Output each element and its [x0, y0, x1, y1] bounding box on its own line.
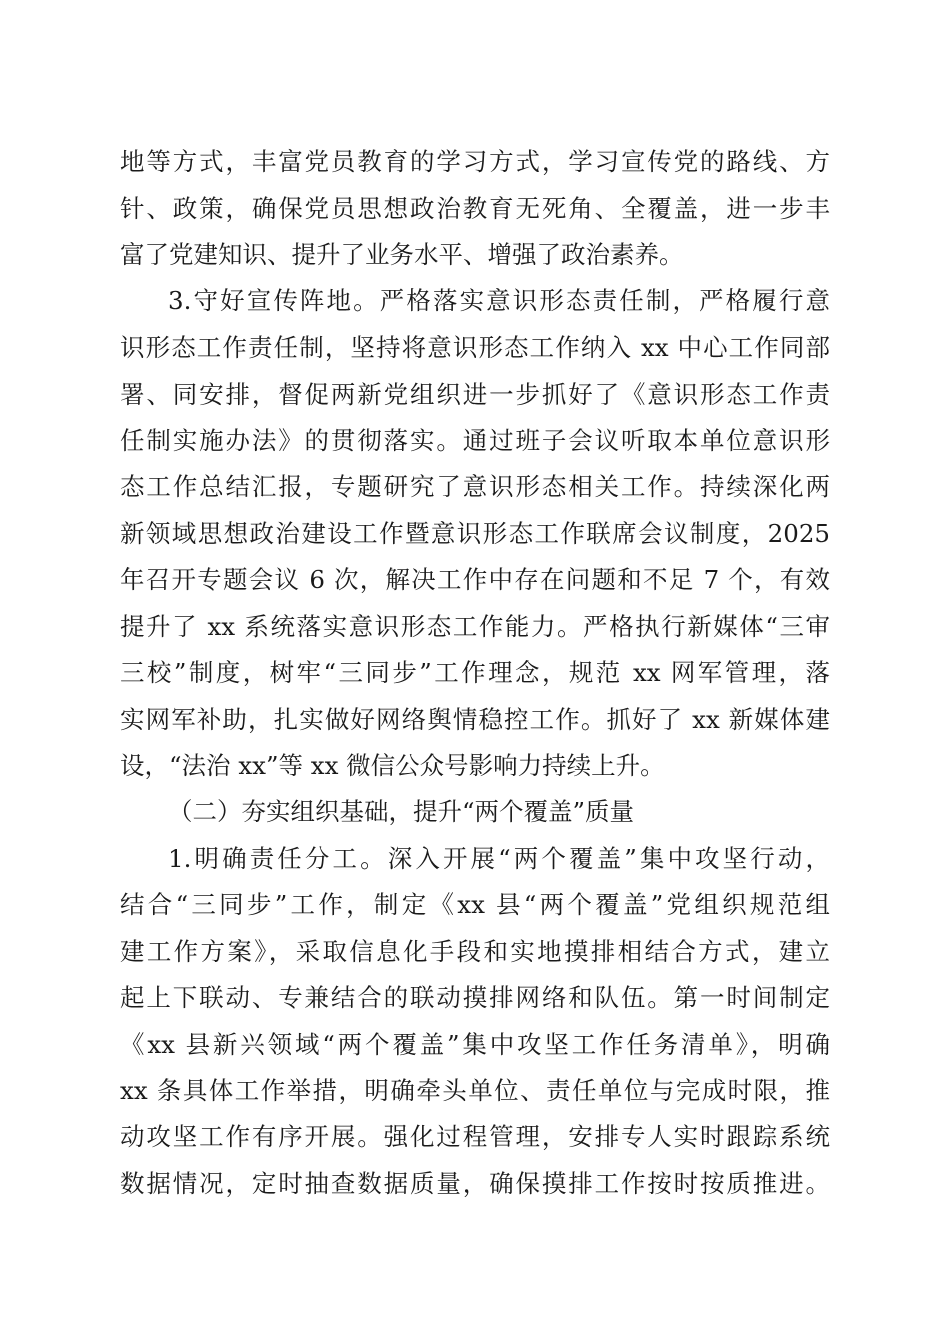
paragraph-line: 设，“法治 xx”等 xx 微信公众号影响力持续上升。: [120, 751, 665, 780]
paragraph-line: 针、政策，确保党员思想政治教育无死角、全覆盖，进一步丰: [120, 194, 830, 223]
paragraph-line: 结合“三同步”工作，制定《xx 县“两个覆盖”党组织规范组: [120, 890, 830, 919]
paragraph-line: 动攻坚工作有序开展。强化过程管理，安排专人实时跟踪系统: [120, 1122, 830, 1151]
paragraph-line: 1.明确责任分工。深入开展“两个覆盖”集中攻坚行动，: [168, 844, 830, 873]
paragraph-line: 《xx 县新兴领域“两个覆盖”集中攻坚工作任务清单》，明确: [120, 1030, 830, 1059]
paragraph-line: 3.守好宣传阵地。严格落实意识形态责任制，严格履行意: [168, 286, 830, 315]
paragraph-line: 识形态工作责任制，坚持将意识形态工作纳入 xx 中心工作同部: [120, 333, 830, 362]
paragraph-line: 年召开专题会议 6 次，解决工作中存在问题和不足 7 个，有效: [120, 565, 830, 594]
paragraph-line: xx 条具体工作举措，明确牵头单位、责任单位与完成时限，推: [120, 1076, 830, 1105]
paragraph-line: 态工作总结汇报，专题研究了意识形态相关工作。持续深化两: [120, 472, 830, 501]
paragraph-line: 提升了 xx 系统落实意识形态工作能力。严格执行新媒体“三审: [120, 612, 830, 641]
paragraph-line: 新领域思想政治建设工作暨意识形态工作联席会议制度，2025: [120, 519, 830, 548]
paragraph-line: 数据情况，定时抽查数据质量，确保摸排工作按时按质推进。: [120, 1169, 830, 1198]
paragraph-line: 任制实施办法》的贯彻落实。通过班子会议听取本单位意识形: [120, 426, 830, 455]
paragraph-line: 三校”制度，树牢“三同步”工作理念，规范 xx 网军管理，落: [120, 658, 830, 687]
section-heading: （二）夯实组织基础，提升“两个覆盖”质量: [168, 797, 635, 826]
paragraph-line: 署、同安排，督促两新党组织进一步抓好了《意识形态工作责: [120, 380, 830, 409]
paragraph-line: 实网军补助，扎实做好网络舆情稳控工作。抓好了 xx 新媒体建: [120, 705, 830, 734]
paragraph-line: 建工作方案》，采取信息化手段和实地摸排相结合方式，建立: [120, 937, 830, 966]
paragraph-line: 起上下联动、专兼结合的联动摸排网络和队伍。第一时间制定: [120, 983, 830, 1012]
paragraph-line: 富了党建知识、提升了业务水平、增强了政治素养。: [120, 240, 684, 269]
paragraph-line: 地等方式，丰富党员教育的学习方式，学习宣传党的路线、方: [120, 147, 830, 176]
